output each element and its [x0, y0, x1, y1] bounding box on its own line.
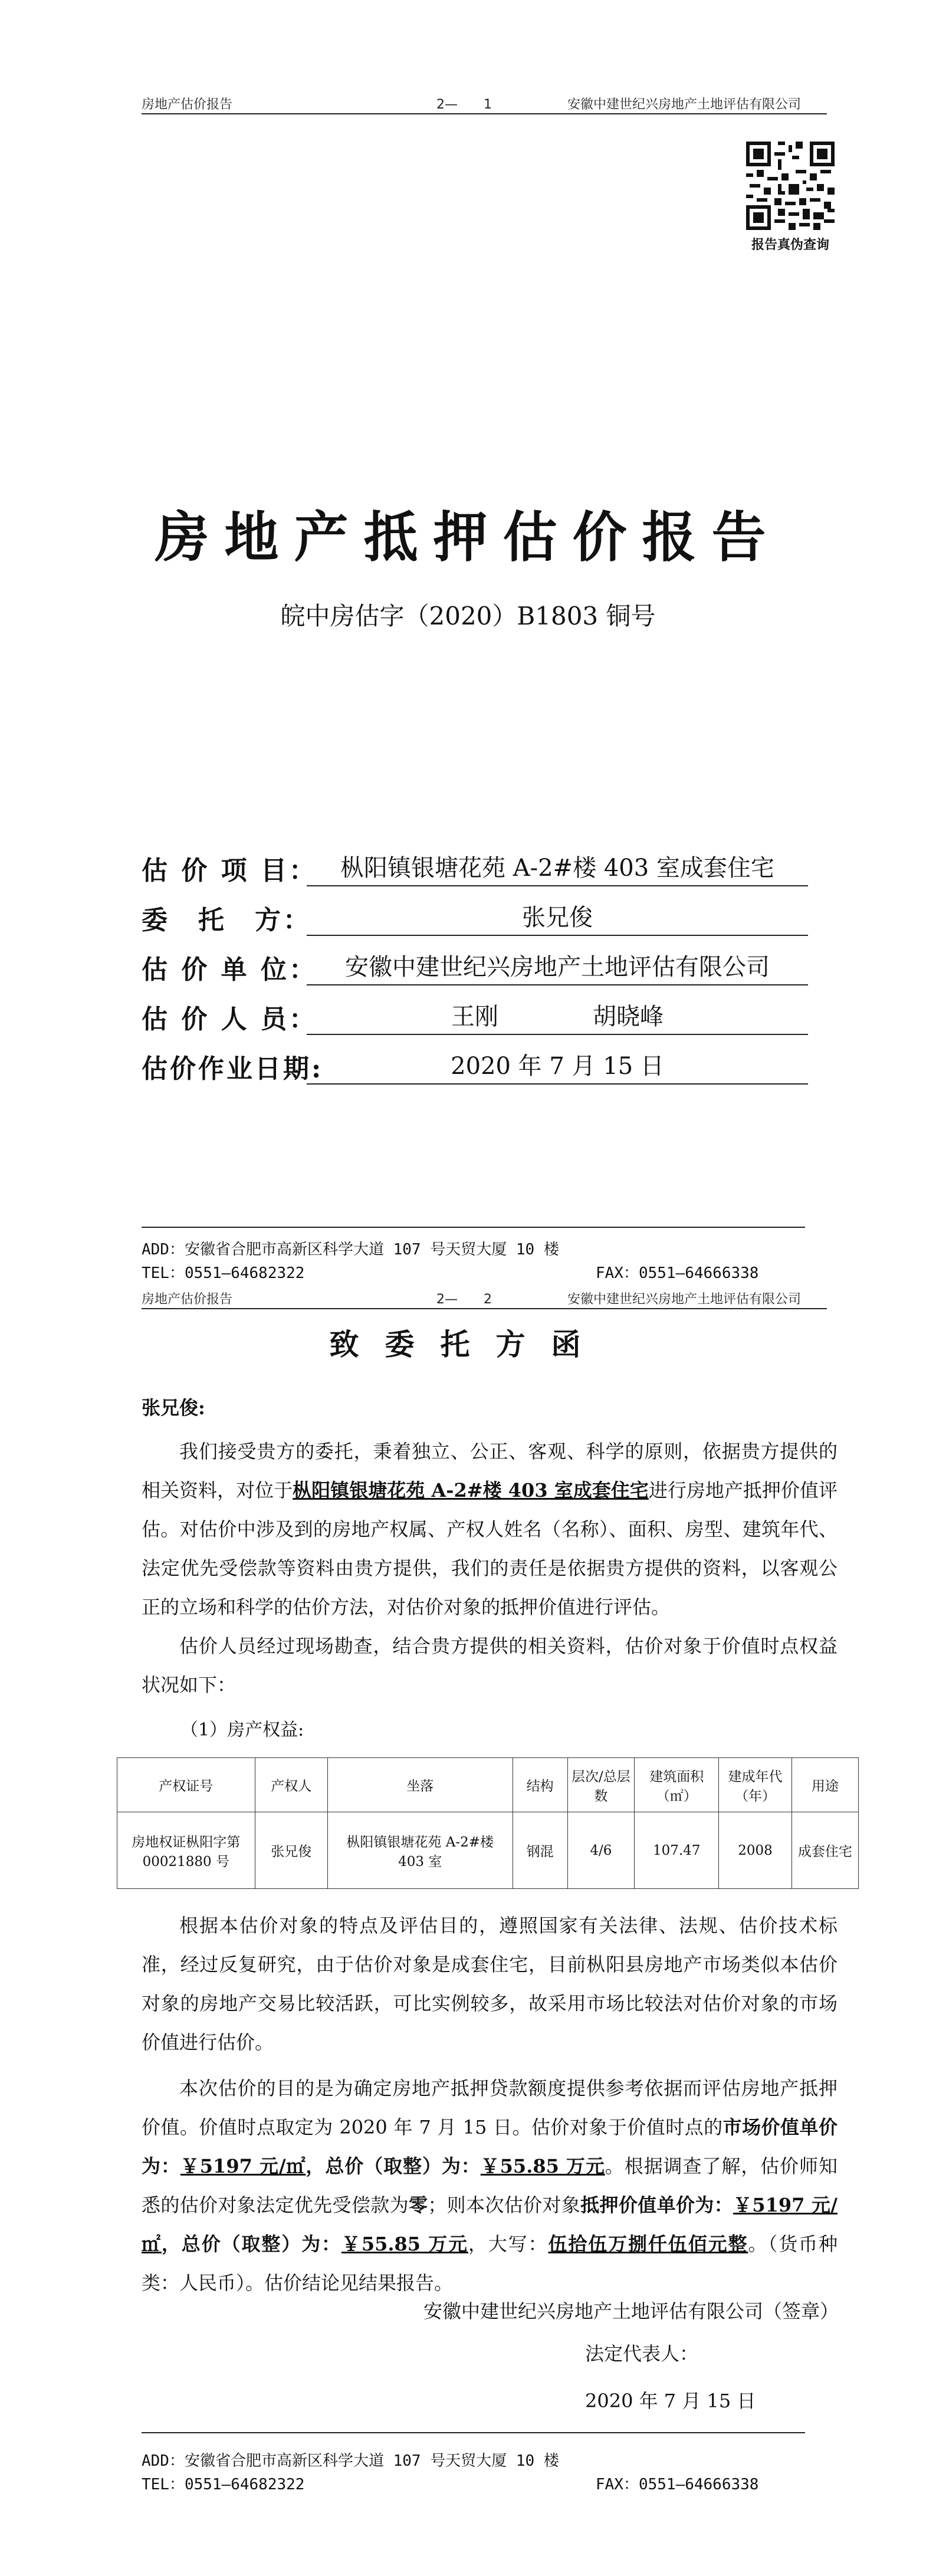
- signature-company: 安徽中建世纪兴房地产土地评估有限公司（签章）: [423, 2300, 839, 2322]
- page2-footer-tel: TEL：0551—64682322: [142, 2476, 305, 2493]
- table-header-cell: 产权人: [255, 1758, 327, 1812]
- table-cell: 房地权证枞阳字第 00021880 号: [117, 1812, 255, 1889]
- p4-text: 本次估价的目的是为确定房地产抵押贷款额度提供参考依据而评估房地产抵押价值。价值时点取定为 2020 年 7 月 15 日。估价对象于价值时点的: [142, 2077, 838, 2138]
- page2-footer-fax: FAX：0551—64666338: [596, 2476, 759, 2493]
- field-row-appraiser-company: [142, 948, 808, 984]
- field-value: 2020 年 7 月 15 日: [307, 1047, 808, 1085]
- letter-paragraph-3: 根据本估价对象的特点及评估目的，遵照国家有关法律、法规、估价技术标准，经过反复研究，由于估价对象是成套住宅，目前枞阳县房地产市场类似本估价对象的房地产交易比较活跃，可比实例较多，故采用市场比较法对估价对象的市场价值进行估价。: [142, 1914, 838, 2053]
- field-value: 安徽中建世纪兴房地产土地评估有限公司: [307, 948, 808, 985]
- table-header-cell: 建筑面积（㎡）: [635, 1758, 719, 1812]
- table-row: [117, 1812, 859, 1889]
- table-cell: 2008: [719, 1812, 792, 1889]
- market-unit-price: ￥5197 元/㎡: [180, 2155, 306, 2177]
- table-cell: 成套住宅: [792, 1812, 858, 1889]
- field-label: 估价作业日期:: [142, 1054, 324, 1084]
- mortgage-total-price: ￥55.85 万元: [341, 2233, 468, 2255]
- market-total-price: ￥55.85 万元: [480, 2155, 605, 2177]
- field-row-client: [142, 899, 808, 934]
- table-cell: 107.47: [635, 1812, 719, 1889]
- amount-in-words: 伍拾伍万捌仟伍佰元整: [548, 2233, 748, 2255]
- p1-text-c: 进行房地产抵押价值评估。对估价中涉及到的房地产权属、产权人姓名（名称）、面积、房型、建筑年代、法定优先受偿款等资料由贵方提供，我们的责任是依据贵方提供的资料，以客观公正的立场和科学的估价方法，对估价对象的抵押价值进行评估。: [142, 1479, 838, 1618]
- market-total-label: ，总价（取整）为：: [306, 2155, 481, 2177]
- letter-title: 致委托方函: [329, 1327, 607, 1362]
- table-cell: 钢混: [513, 1812, 567, 1889]
- table-header-cell: 层次/总层数: [567, 1758, 634, 1812]
- field-row-appraisers: [142, 998, 808, 1033]
- field-label: 估 价 项 目：: [142, 856, 317, 886]
- field-row-project: [142, 849, 808, 885]
- priority-payment: 零: [408, 2194, 428, 2216]
- page2-footer-address: ADD：安徽省合肥市高新区科学大道 107 号天贸大厦 10 楼: [142, 2452, 559, 2470]
- field-label: 估 价 单 位：: [142, 955, 317, 985]
- qr-code-icon: [746, 142, 835, 230]
- table-cell: 张兄俊: [255, 1812, 327, 1889]
- page2-header-right: 安徽中建世纪兴房地产土地评估有限公司: [567, 1292, 802, 1307]
- property-address: 枞阳镇银塘花苑 A-2#楼 403 室成套住宅: [293, 1479, 649, 1501]
- table-cell: 4/6: [567, 1812, 634, 1889]
- field-value: 枞阳镇银塘花苑 A-2#楼 403 室成套住宅: [307, 849, 808, 886]
- letter-paragraph-1: [142, 1432, 838, 1627]
- p4-text: ；则本次估价对象: [428, 2194, 581, 2216]
- p4-text: 。根据调查了解，估价师知悉的估价对象法定优先受偿款为: [142, 2155, 838, 2216]
- page1-footer-rule: [142, 1227, 805, 1228]
- page1-footer-tel: TEL：0551—64682322: [142, 1264, 305, 1282]
- letter-paragraph-4: [142, 2069, 838, 2302]
- letter-paragraph-2: 估价人员经过现场勘查，结合贵方提供的相关资料，估价对象于价值时点权益状况如下：: [142, 1635, 838, 1696]
- mortgage-total-label: ，总价（取整）为：: [161, 2233, 341, 2255]
- table-header-cell: 建成年代（年）: [719, 1758, 792, 1812]
- p1-text-a: 我们接受贵方的委托，秉着独立、公正、客观、科学的原则，依据贵方提供的相关资料，对位于: [142, 1440, 838, 1501]
- mortgage-unit-price: ￥5197 元/㎡: [142, 2194, 838, 2255]
- page1-header-rule: [142, 113, 827, 114]
- field-row-work-date: [142, 1047, 808, 1083]
- page2-footer-rule: [142, 2432, 805, 2433]
- market-unit-label: 市场价值单价为：: [142, 2116, 838, 2177]
- field-label: 估 价 人 员：: [142, 1004, 317, 1034]
- page2-header-page-no: 2— 2: [436, 1292, 492, 1307]
- table-header-cell: 产权证号: [117, 1758, 255, 1812]
- report-title: 房地产抵押估价报告: [155, 505, 781, 569]
- property-rights-table: [117, 1757, 859, 1889]
- page2-header-left: 房地产估价报告: [142, 1292, 233, 1307]
- qr-caption: 报告真伪查询: [751, 238, 829, 252]
- mortgage-unit-label: 抵押价值单价为：: [580, 2194, 734, 2216]
- field-value: 张兄俊: [307, 899, 808, 936]
- table-header-cell: 结构: [513, 1758, 567, 1812]
- table-header-cell: 用途: [792, 1758, 858, 1812]
- page1-footer-address: ADD：安徽省合肥市高新区科学大道 107 号天贸大厦 10 楼: [142, 1241, 559, 1259]
- report-doc-number: 皖中房估字（2020）B1803 铜号: [280, 602, 656, 630]
- p4-text: ，大写：: [468, 2233, 549, 2255]
- field-value: 王刚 胡晓峰: [307, 998, 808, 1035]
- page1-header-left: 房地产估价报告: [142, 97, 233, 112]
- signature-legal-rep: 法定代表人：: [585, 2342, 699, 2365]
- table-caption: （1）房产权益:: [180, 1720, 304, 1740]
- page2-header-rule: [142, 1308, 827, 1309]
- table-header-row: [117, 1758, 859, 1812]
- letter-salutation: 张兄俊:: [142, 1397, 205, 1419]
- table-header-cell: 坐落: [327, 1758, 513, 1812]
- field-label: 委 托 方：: [142, 905, 311, 935]
- page1-header-right: 安徽中建世纪兴房地产土地评估有限公司: [567, 97, 802, 112]
- page1-footer-fax: FAX：0551—64666338: [596, 1264, 759, 1282]
- table-cell: 枞阳镇银塘花苑 A-2#楼 403 室: [327, 1812, 513, 1889]
- signature-date: 2020 年 7 月 15 日: [585, 2390, 756, 2412]
- p4-text: 。（货币种类：人民币）。估价结论见结果报告。: [142, 2233, 838, 2294]
- page1-header-page-no: 2— 1: [436, 97, 492, 112]
